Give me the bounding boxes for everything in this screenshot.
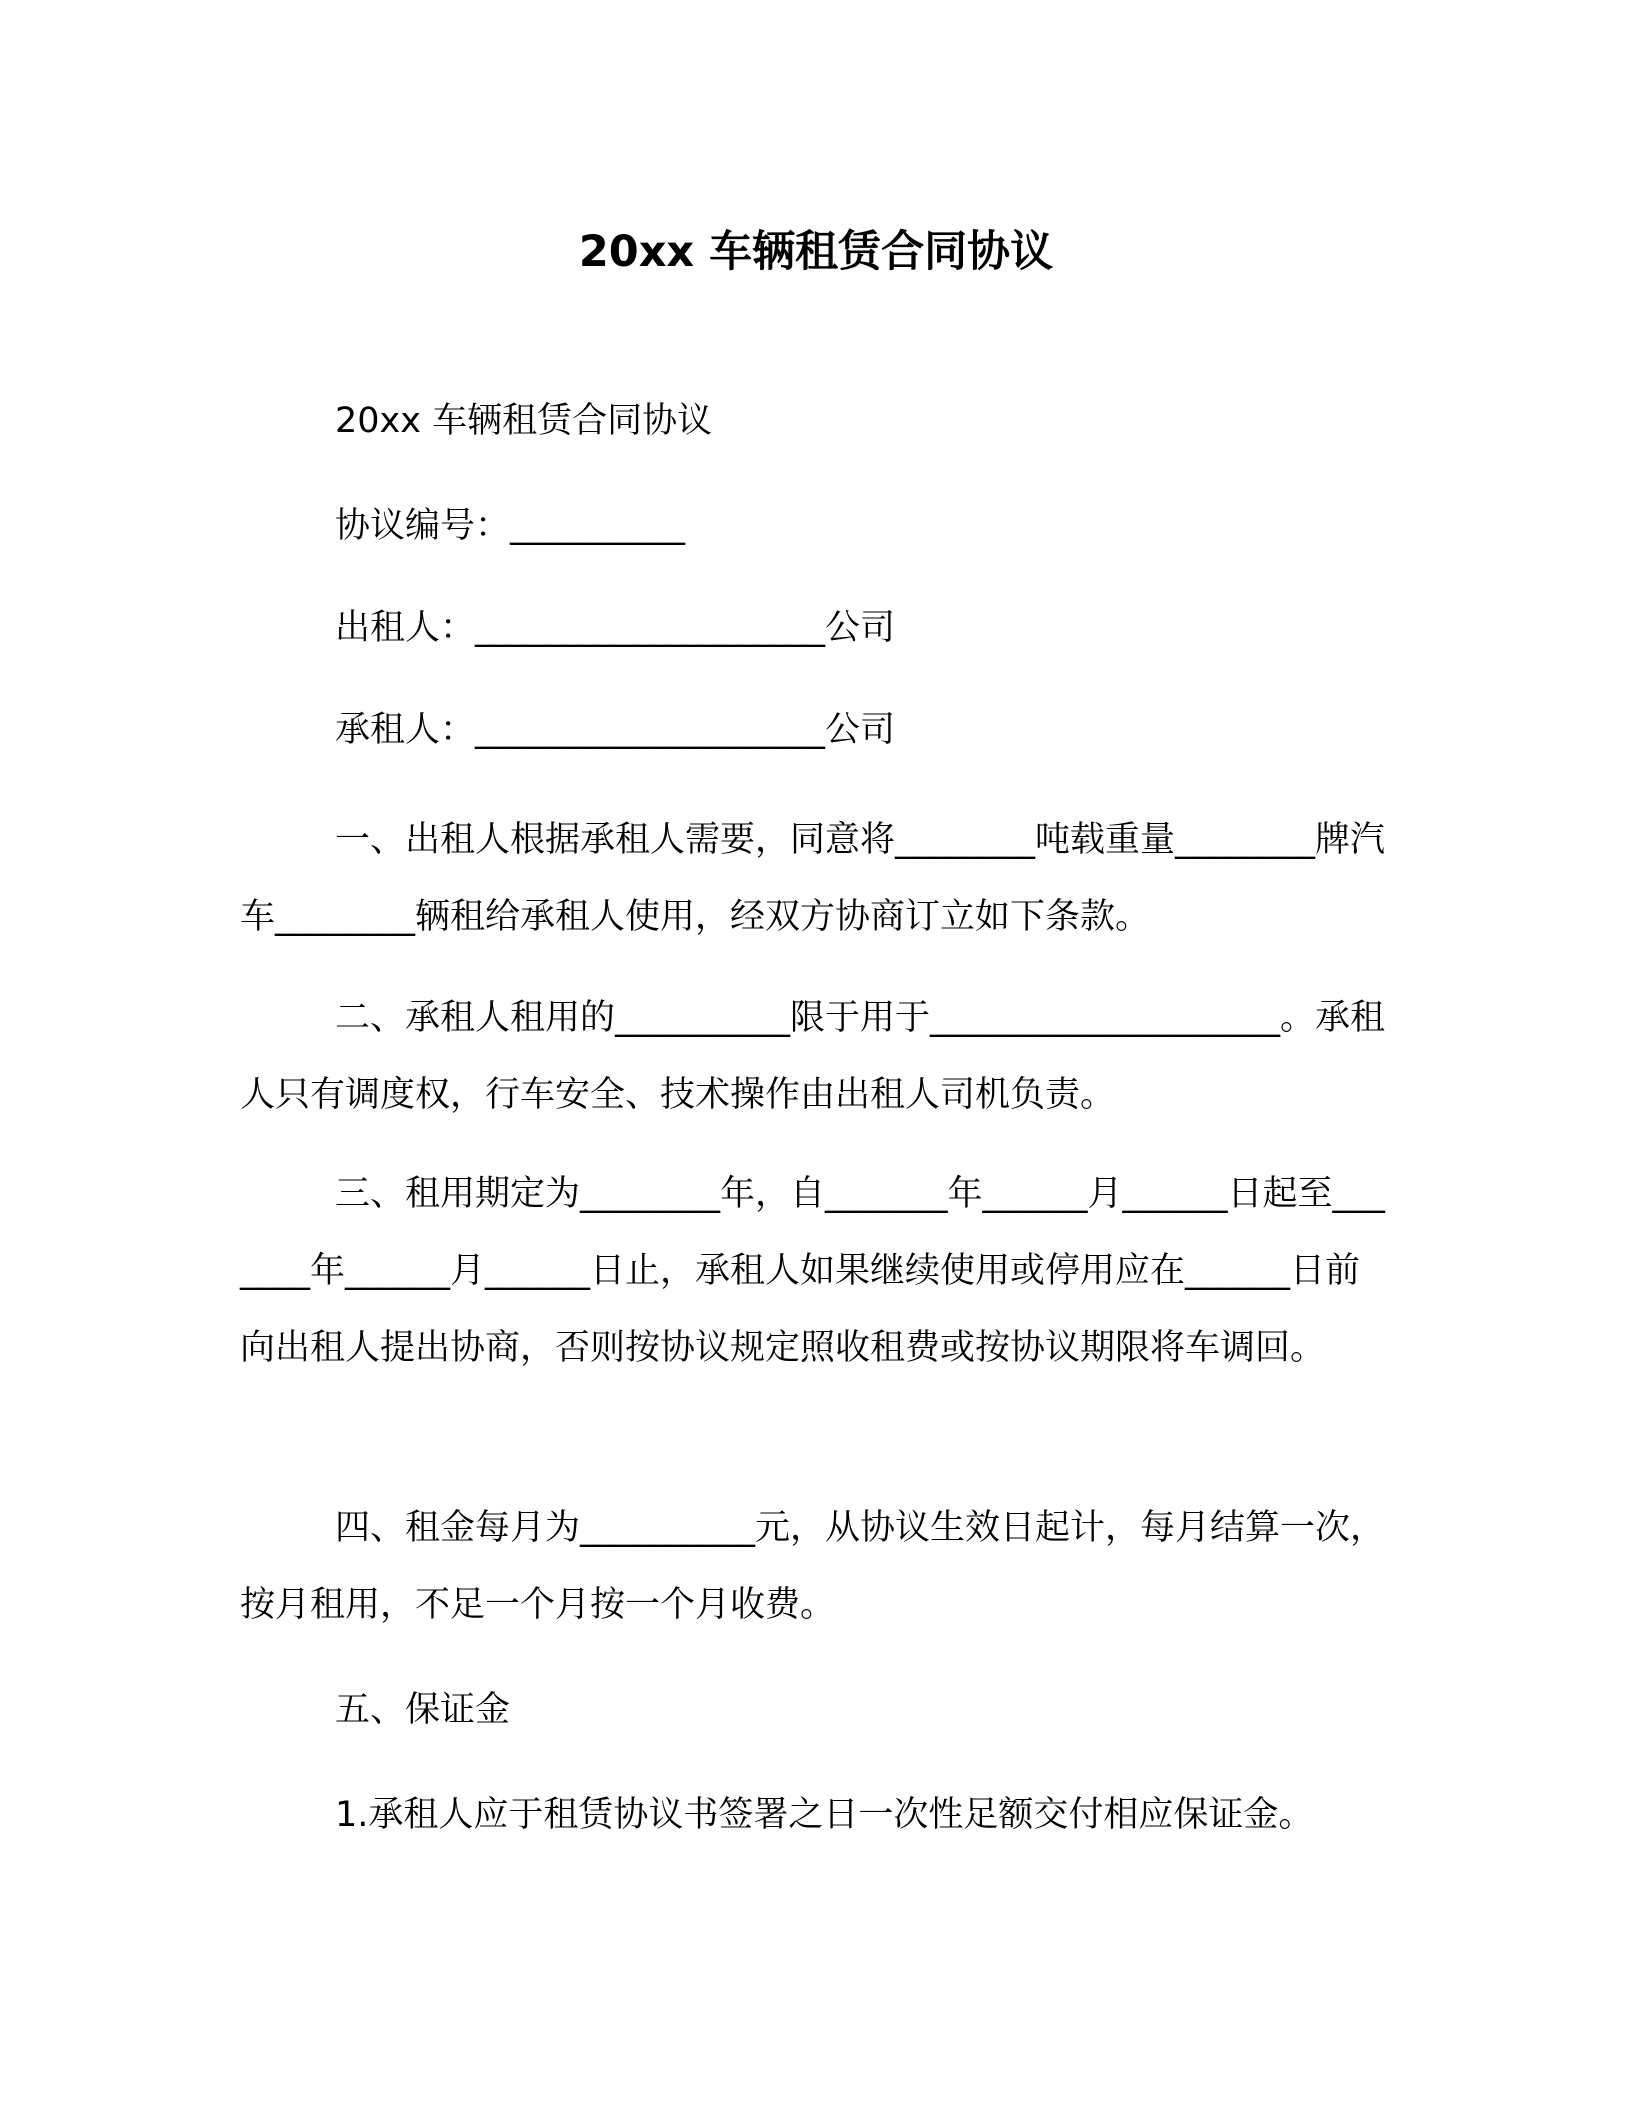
lessee-line: 承租人：____________________公司: [335, 710, 896, 750]
clause-2-paragraph: 二、承租人租用的__________限于用于____________________。承租人只有调度权，行车安全、技术操作由出租人司机负责。: [240, 998, 1386, 1115]
clause-5-item-1: 1.承租人应于租赁协议书签署之日一次性足额交付相应保证金。: [335, 1795, 1314, 1835]
clause-4-paragraph: 四、租金每月为__________元，从协议生效日起计，每月结算一次，按月租用，不足一个月按一个月收费。: [240, 1508, 1386, 1625]
clause-1-paragraph: 一、出租人根据承租人需要，同意将________吨载重量________牌汽车________辆租给承租人使用，经双方协商订立如下条款。: [240, 820, 1386, 937]
agreement-number-line: 协议编号：__________: [335, 506, 686, 546]
document-title: 20xx 车辆租赁合同协议: [578, 227, 1054, 277]
clause-5-heading: 五、保证金: [335, 1690, 511, 1730]
lessor-line: 出租人：____________________公司: [335, 608, 896, 648]
document-subtitle: 20xx 车辆租赁合同协议: [335, 401, 713, 441]
clause-3-paragraph: 三、租用期定为________年，自_______年______月______日起至_______年______月______日止，承租人如果继续使用或停用应在______日前向出租人提出协商，否则按协议规定照收租费或按协议期限将车调回。: [240, 1174, 1386, 1368]
